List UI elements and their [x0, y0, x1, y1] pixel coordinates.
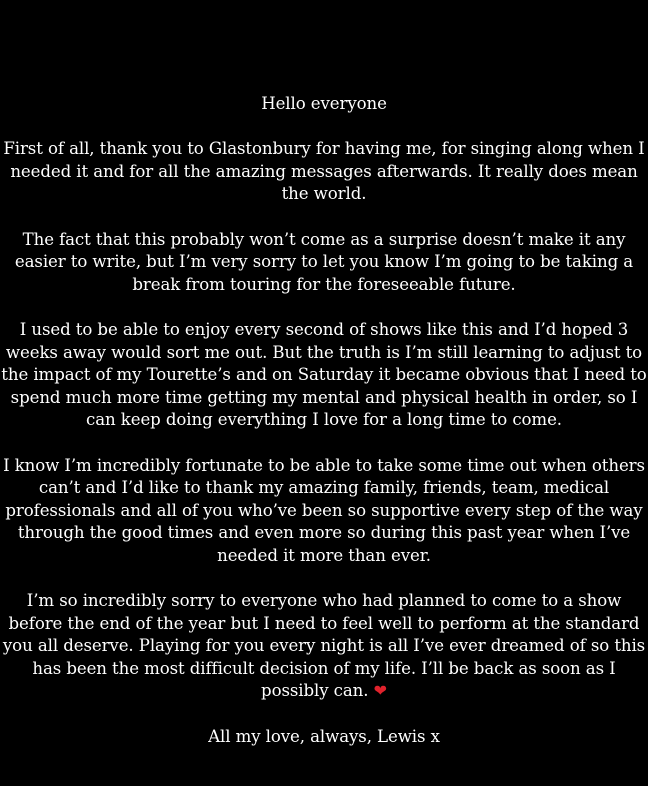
greeting: Hello everyone [261, 94, 387, 113]
paragraph-health: I used to be able to enjoy every second of shows like this and I’d hoped 3 weeks away would sort me out. But the truth is I’m still learning to adjust to the impact of my Tourette’s and on Saturday it became obvious that I need to spend much more time getting my mental and physical health in order, so I can keep doing everything I love for a long time to come. [1, 319, 647, 430]
red-heart-icon: ❤ [373, 681, 387, 701]
paragraph-apology [0, 590, 648, 703]
paragraph-thanks: First of all, thank you to Glastonbury for having me, for singing along when I needed it and for all the amazing messages afterwards. It really does mean the world. [3, 139, 645, 204]
paragraph-gratitude: I know I’m incredibly fortunate to be able to take some time out when others can’t and I’d like to thank my amazing family, friends, team, medical professionals and all of you who’ve been so supportive every step of the way through the good times and even more so during this past year when I’ve needed it more than ever. [3, 455, 645, 565]
paragraph-announcement: The fact that this probably won’t come as a surprise doesn’t make it any easier to write, but I’m very sorry to let you know I’m going to be taking a break from touring for the foreseeable future. [14, 229, 634, 294]
signoff: All my love, always, Lewis x [208, 726, 440, 746]
paragraph-apology-text: I’m so incredibly sorry to everyone who had planned to come to a show before the end of the year but I need to feel well to perform at the standard you all deserve. Playing for you every night is all I’ve ever dreamed of so this has been the most difficult decision of my life. I’ll be back as soon as I possibly can. [2, 591, 646, 701]
statement-text [0, 93, 648, 771]
